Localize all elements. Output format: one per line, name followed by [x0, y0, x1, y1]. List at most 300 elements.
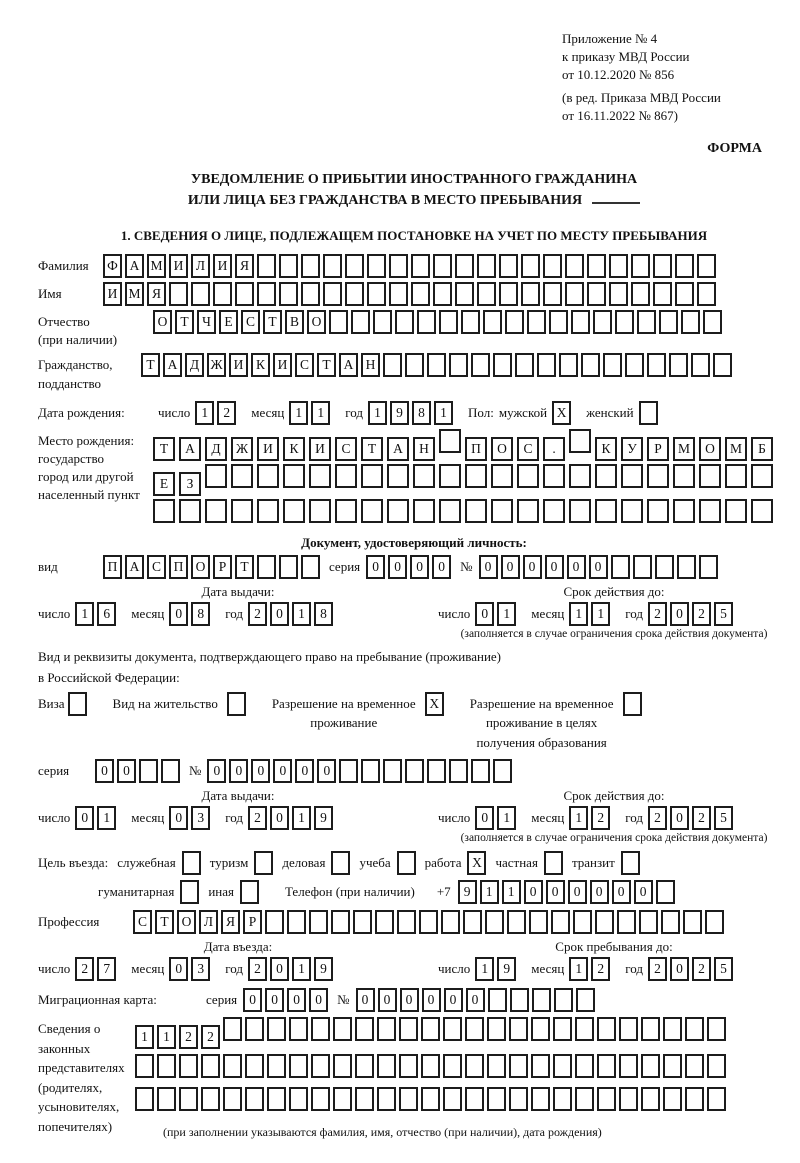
char-cell[interactable] [333, 1017, 352, 1041]
char-cell[interactable]: 0 [169, 602, 188, 626]
char-cell[interactable]: Р [243, 910, 262, 934]
char-cell[interactable]: О [699, 437, 721, 461]
char-cell[interactable] [531, 1054, 550, 1078]
char-cell[interactable]: М [147, 254, 166, 278]
char-cell[interactable] [339, 759, 358, 783]
char-cell[interactable] [301, 254, 320, 278]
char-cell[interactable] [455, 282, 474, 306]
char-cell[interactable] [527, 310, 546, 334]
char-cell[interactable] [569, 464, 591, 488]
char-cell[interactable] [289, 1087, 308, 1111]
char-cell[interactable] [257, 254, 276, 278]
char-cell[interactable] [387, 464, 409, 488]
char-cell[interactable] [697, 282, 716, 306]
char-cell[interactable]: Т [175, 310, 194, 334]
char-cell[interactable] [179, 499, 201, 523]
char-cell[interactable]: У [621, 437, 643, 461]
char-cell[interactable]: 0 [567, 555, 586, 579]
char-cell[interactable] [655, 555, 674, 579]
char-cell[interactable]: 6 [97, 602, 116, 626]
char-cell[interactable]: В [285, 310, 304, 334]
char-cell[interactable]: Т [155, 910, 174, 934]
char-cell[interactable] [443, 1054, 462, 1078]
char-cell[interactable]: 8 [191, 602, 210, 626]
char-cell[interactable]: Т [263, 310, 282, 334]
char-cell[interactable]: 0 [309, 988, 328, 1012]
char-cell[interactable] [135, 1087, 154, 1111]
char-cell[interactable] [135, 1054, 154, 1078]
char-cell[interactable]: А [339, 353, 358, 377]
char-cell[interactable] [705, 910, 724, 934]
char-cell[interactable] [677, 555, 696, 579]
char-cell[interactable]: 2 [248, 806, 267, 830]
char-cell[interactable] [449, 353, 468, 377]
char-cell[interactable] [405, 353, 424, 377]
char-cell[interactable]: С [147, 555, 166, 579]
char-cell[interactable]: А [125, 555, 144, 579]
char-cell[interactable]: И [309, 437, 331, 461]
char-cell[interactable] [421, 1054, 440, 1078]
char-cell[interactable] [597, 1087, 616, 1111]
char-cell[interactable] [413, 499, 435, 523]
char-cell[interactable] [673, 464, 695, 488]
char-cell[interactable]: Д [205, 437, 227, 461]
char-cell[interactable] [647, 353, 666, 377]
char-cell[interactable]: 2 [692, 806, 711, 830]
char-cell[interactable]: 1 [569, 602, 588, 626]
char-cell[interactable] [157, 1054, 176, 1078]
char-cell[interactable]: 0 [410, 555, 429, 579]
char-cell[interactable]: А [387, 437, 409, 461]
char-cell[interactable] [205, 464, 227, 488]
char-cell[interactable] [439, 310, 458, 334]
char-cell[interactable]: Ч [197, 310, 216, 334]
char-cell[interactable] [647, 464, 669, 488]
char-cell[interactable] [491, 464, 513, 488]
char-cell[interactable] [395, 310, 414, 334]
char-cell[interactable] [323, 254, 342, 278]
char-cell[interactable]: 1 [497, 806, 516, 830]
char-cell[interactable]: Р [647, 437, 669, 461]
char-cell[interactable]: М [125, 282, 144, 306]
char-cell[interactable] [465, 1054, 484, 1078]
char-cell[interactable] [483, 310, 502, 334]
char-cell[interactable]: Я [147, 282, 166, 306]
char-cell[interactable] [223, 1017, 242, 1041]
char-cell[interactable] [509, 1087, 528, 1111]
char-cell[interactable]: К [251, 353, 270, 377]
char-cell[interactable] [597, 1054, 616, 1078]
char-cell[interactable]: 0 [273, 759, 292, 783]
char-cell[interactable]: 0 [612, 880, 631, 904]
char-cell[interactable] [179, 1087, 198, 1111]
char-cell[interactable]: К [595, 437, 617, 461]
char-cell[interactable] [439, 464, 461, 488]
char-cell[interactable]: О [191, 555, 210, 579]
char-cell[interactable] [647, 499, 669, 523]
purpose-work-checkbox[interactable]: X [467, 851, 486, 875]
char-cell[interactable]: О [491, 437, 513, 461]
purpose-humanitarian-checkbox[interactable] [180, 880, 199, 904]
char-cell[interactable] [465, 464, 487, 488]
char-cell[interactable] [571, 310, 590, 334]
char-cell[interactable]: 1 [368, 401, 387, 425]
char-cell[interactable] [355, 1087, 374, 1111]
char-cell[interactable]: Ф [103, 254, 122, 278]
char-cell[interactable]: 0 [670, 602, 689, 626]
char-cell[interactable]: 0 [75, 806, 94, 830]
char-cell[interactable] [335, 464, 357, 488]
char-cell[interactable] [663, 1017, 682, 1041]
char-cell[interactable]: Я [221, 910, 240, 934]
char-cell[interactable] [245, 1054, 264, 1078]
option-visa-checkbox[interactable] [68, 692, 87, 716]
char-cell[interactable]: И [257, 437, 279, 461]
char-cell[interactable]: Е [219, 310, 238, 334]
char-cell[interactable]: А [179, 437, 201, 461]
char-cell[interactable] [213, 282, 232, 306]
char-cell[interactable] [663, 1054, 682, 1078]
char-cell[interactable] [361, 759, 380, 783]
char-cell[interactable]: 0 [479, 555, 498, 579]
char-cell[interactable]: 2 [591, 806, 610, 830]
char-cell[interactable]: Л [191, 254, 210, 278]
char-cell[interactable]: 1 [497, 602, 516, 626]
char-cell[interactable]: Я [235, 254, 254, 278]
char-cell[interactable]: Б [751, 437, 773, 461]
char-cell[interactable] [231, 464, 253, 488]
char-cell[interactable] [619, 1054, 638, 1078]
char-cell[interactable] [659, 310, 678, 334]
char-cell[interactable]: С [335, 437, 357, 461]
char-cell[interactable] [333, 1087, 352, 1111]
char-cell[interactable]: Н [361, 353, 380, 377]
char-cell[interactable] [399, 1087, 418, 1111]
char-cell[interactable] [461, 310, 480, 334]
char-cell[interactable] [161, 759, 180, 783]
char-cell[interactable] [465, 1087, 484, 1111]
char-cell[interactable] [223, 1087, 242, 1111]
sex-female-checkbox[interactable] [639, 401, 658, 425]
char-cell[interactable] [201, 1087, 220, 1111]
char-cell[interactable]: С [517, 437, 539, 461]
char-cell[interactable] [675, 282, 694, 306]
char-cell[interactable]: И [103, 282, 122, 306]
char-cell[interactable] [389, 282, 408, 306]
char-cell[interactable] [353, 910, 372, 934]
char-cell[interactable] [493, 353, 512, 377]
char-cell[interactable] [427, 759, 446, 783]
char-cell[interactable] [289, 1054, 308, 1078]
char-cell[interactable] [267, 1054, 286, 1078]
char-cell[interactable]: 0 [589, 555, 608, 579]
char-cell[interactable]: 0 [545, 555, 564, 579]
char-cell[interactable] [499, 282, 518, 306]
char-cell[interactable] [543, 499, 565, 523]
char-cell[interactable]: 0 [466, 988, 485, 1012]
char-cell[interactable] [551, 910, 570, 934]
char-cell[interactable]: 0 [229, 759, 248, 783]
char-cell[interactable]: 0 [422, 988, 441, 1012]
char-cell[interactable]: 2 [217, 401, 236, 425]
char-cell[interactable] [493, 759, 512, 783]
char-cell[interactable] [633, 555, 652, 579]
char-cell[interactable]: 0 [169, 957, 188, 981]
char-cell[interactable] [345, 254, 364, 278]
char-cell[interactable] [565, 282, 584, 306]
char-cell[interactable]: 2 [648, 806, 667, 830]
char-cell[interactable]: И [229, 353, 248, 377]
char-cell[interactable] [507, 910, 526, 934]
char-cell[interactable]: О [153, 310, 172, 334]
char-cell[interactable] [471, 759, 490, 783]
char-cell[interactable] [345, 282, 364, 306]
char-cell[interactable]: О [307, 310, 326, 334]
char-cell[interactable] [267, 1087, 286, 1111]
char-cell[interactable]: 5 [714, 957, 733, 981]
purpose-private-checkbox[interactable] [544, 851, 563, 875]
char-cell[interactable] [675, 254, 694, 278]
char-cell[interactable]: 2 [248, 602, 267, 626]
char-cell[interactable] [267, 1017, 286, 1041]
char-cell[interactable] [377, 1054, 396, 1078]
char-cell[interactable] [157, 1087, 176, 1111]
char-cell[interactable] [631, 254, 650, 278]
char-cell[interactable] [531, 1017, 550, 1041]
purpose-transit-checkbox[interactable] [621, 851, 640, 875]
char-cell[interactable] [641, 1017, 660, 1041]
char-cell[interactable] [279, 254, 298, 278]
char-cell[interactable] [609, 254, 628, 278]
char-cell[interactable]: 5 [714, 602, 733, 626]
char-cell[interactable]: 0 [265, 988, 284, 1012]
char-cell[interactable] [231, 499, 253, 523]
char-cell[interactable]: А [125, 254, 144, 278]
char-cell[interactable] [257, 499, 279, 523]
char-cell[interactable] [597, 1017, 616, 1041]
char-cell[interactable]: Т [141, 353, 160, 377]
char-cell[interactable] [477, 282, 496, 306]
char-cell[interactable] [587, 254, 606, 278]
char-cell[interactable] [283, 464, 305, 488]
char-cell[interactable] [575, 1087, 594, 1111]
char-cell[interactable]: М [725, 437, 747, 461]
char-cell[interactable] [311, 1017, 330, 1041]
char-cell[interactable] [521, 254, 540, 278]
char-cell[interactable] [387, 499, 409, 523]
option-temp-residence-edu-checkbox[interactable] [623, 692, 642, 716]
char-cell[interactable] [443, 1017, 462, 1041]
char-cell[interactable] [309, 499, 331, 523]
char-cell[interactable] [595, 910, 614, 934]
char-cell[interactable] [389, 254, 408, 278]
char-cell[interactable]: 2 [201, 1025, 220, 1049]
char-cell[interactable] [573, 910, 592, 934]
char-cell[interactable] [465, 499, 487, 523]
char-cell[interactable]: Н [413, 437, 435, 461]
char-cell[interactable]: О [177, 910, 196, 934]
char-cell[interactable] [673, 499, 695, 523]
char-cell[interactable] [235, 282, 254, 306]
char-cell[interactable] [543, 282, 562, 306]
purpose-official-checkbox[interactable] [182, 851, 201, 875]
char-cell[interactable] [487, 1054, 506, 1078]
char-cell[interactable] [653, 254, 672, 278]
char-cell[interactable]: 1 [292, 806, 311, 830]
char-cell[interactable] [553, 1017, 572, 1041]
char-cell[interactable]: 5 [714, 806, 733, 830]
char-cell[interactable] [421, 1017, 440, 1041]
char-cell[interactable] [279, 282, 298, 306]
char-cell[interactable] [455, 254, 474, 278]
char-cell[interactable]: 2 [179, 1025, 198, 1049]
char-cell[interactable] [279, 555, 298, 579]
char-cell[interactable]: 1 [434, 401, 453, 425]
char-cell[interactable] [549, 310, 568, 334]
char-cell[interactable] [223, 1054, 242, 1078]
char-cell[interactable]: 0 [95, 759, 114, 783]
char-cell[interactable] [697, 254, 716, 278]
char-cell[interactable] [707, 1087, 726, 1111]
char-cell[interactable]: 1 [569, 806, 588, 830]
char-cell[interactable] [637, 310, 656, 334]
char-cell[interactable] [289, 1017, 308, 1041]
char-cell[interactable]: 1 [289, 401, 308, 425]
char-cell[interactable] [323, 282, 342, 306]
char-cell[interactable] [419, 910, 438, 934]
char-cell[interactable] [625, 353, 644, 377]
char-cell[interactable] [383, 759, 402, 783]
char-cell[interactable]: 2 [75, 957, 94, 981]
char-cell[interactable]: 0 [388, 555, 407, 579]
char-cell[interactable]: И [273, 353, 292, 377]
char-cell[interactable] [191, 282, 210, 306]
char-cell[interactable] [491, 499, 513, 523]
char-cell[interactable]: Ж [207, 353, 226, 377]
char-cell[interactable]: 0 [475, 602, 494, 626]
char-cell[interactable] [153, 499, 175, 523]
char-cell[interactable]: 0 [501, 555, 520, 579]
char-cell[interactable] [265, 910, 284, 934]
char-cell[interactable] [355, 1054, 374, 1078]
char-cell[interactable] [351, 310, 370, 334]
char-cell[interactable] [725, 499, 747, 523]
char-cell[interactable] [487, 1087, 506, 1111]
char-cell[interactable] [257, 555, 276, 579]
char-cell[interactable] [683, 910, 702, 934]
char-cell[interactable]: И [169, 254, 188, 278]
char-cell[interactable]: 0 [378, 988, 397, 1012]
char-cell[interactable]: 1 [475, 957, 494, 981]
char-cell[interactable] [487, 1017, 506, 1041]
char-cell[interactable] [681, 310, 700, 334]
char-cell[interactable] [287, 910, 306, 934]
char-cell[interactable]: Т [235, 555, 254, 579]
char-cell[interactable] [611, 555, 630, 579]
char-cell[interactable]: 0 [444, 988, 463, 1012]
char-cell[interactable] [537, 353, 556, 377]
char-cell[interactable] [367, 282, 386, 306]
char-cell[interactable]: 1 [135, 1025, 154, 1049]
char-cell[interactable] [661, 910, 680, 934]
char-cell[interactable] [639, 910, 658, 934]
char-cell[interactable]: 2 [248, 957, 267, 981]
char-cell[interactable]: 9 [458, 880, 477, 904]
char-cell[interactable] [413, 464, 435, 488]
char-cell[interactable]: 1 [502, 880, 521, 904]
char-cell[interactable]: 9 [497, 957, 516, 981]
char-cell[interactable] [257, 464, 279, 488]
char-cell[interactable] [587, 282, 606, 306]
char-cell[interactable] [575, 1054, 594, 1078]
char-cell[interactable]: А [163, 353, 182, 377]
char-cell[interactable] [465, 1017, 484, 1041]
char-cell[interactable] [565, 254, 584, 278]
char-cell[interactable] [329, 310, 348, 334]
char-cell[interactable] [641, 1054, 660, 1078]
char-cell[interactable] [656, 880, 675, 904]
char-cell[interactable]: 0 [270, 602, 289, 626]
char-cell[interactable]: 0 [546, 880, 565, 904]
char-cell[interactable] [201, 1054, 220, 1078]
char-cell[interactable] [375, 910, 394, 934]
char-cell[interactable] [707, 1017, 726, 1041]
char-cell[interactable] [699, 464, 721, 488]
char-cell[interactable]: 0 [475, 806, 494, 830]
char-cell[interactable] [515, 353, 534, 377]
char-cell[interactable] [619, 1017, 638, 1041]
char-cell[interactable]: 0 [670, 957, 689, 981]
char-cell[interactable] [641, 1087, 660, 1111]
char-cell[interactable]: 0 [169, 806, 188, 830]
char-cell[interactable] [517, 464, 539, 488]
char-cell[interactable] [685, 1017, 704, 1041]
char-cell[interactable]: 0 [295, 759, 314, 783]
char-cell[interactable] [725, 464, 747, 488]
char-cell[interactable] [663, 1087, 682, 1111]
char-cell[interactable] [509, 1054, 528, 1078]
char-cell[interactable] [399, 1017, 418, 1041]
char-cell[interactable] [377, 1017, 396, 1041]
char-cell[interactable] [433, 254, 452, 278]
char-cell[interactable] [685, 1054, 704, 1078]
char-cell[interactable] [553, 1087, 572, 1111]
char-cell[interactable] [543, 254, 562, 278]
char-cell[interactable]: 9 [314, 957, 333, 981]
char-cell[interactable]: 0 [568, 880, 587, 904]
char-cell[interactable] [205, 499, 227, 523]
purpose-study-checkbox[interactable] [397, 851, 416, 875]
char-cell[interactable]: С [133, 910, 152, 934]
char-cell[interactable] [441, 910, 460, 934]
char-cell[interactable]: М [673, 437, 695, 461]
char-cell[interactable]: 0 [400, 988, 419, 1012]
fill-in-blank-line[interactable] [592, 191, 640, 204]
char-cell[interactable]: Р [213, 555, 232, 579]
option-temp-residence-checkbox[interactable]: X [425, 692, 444, 716]
char-cell[interactable] [595, 464, 617, 488]
char-cell[interactable]: 1 [311, 401, 330, 425]
char-cell[interactable] [179, 1054, 198, 1078]
char-cell[interactable]: 0 [366, 555, 385, 579]
char-cell[interactable]: Т [153, 437, 175, 461]
char-cell[interactable]: 1 [157, 1025, 176, 1049]
char-cell[interactable]: 0 [117, 759, 136, 783]
char-cell[interactable] [593, 310, 612, 334]
char-cell[interactable]: С [295, 353, 314, 377]
char-cell[interactable] [245, 1087, 264, 1111]
char-cell[interactable] [439, 499, 461, 523]
